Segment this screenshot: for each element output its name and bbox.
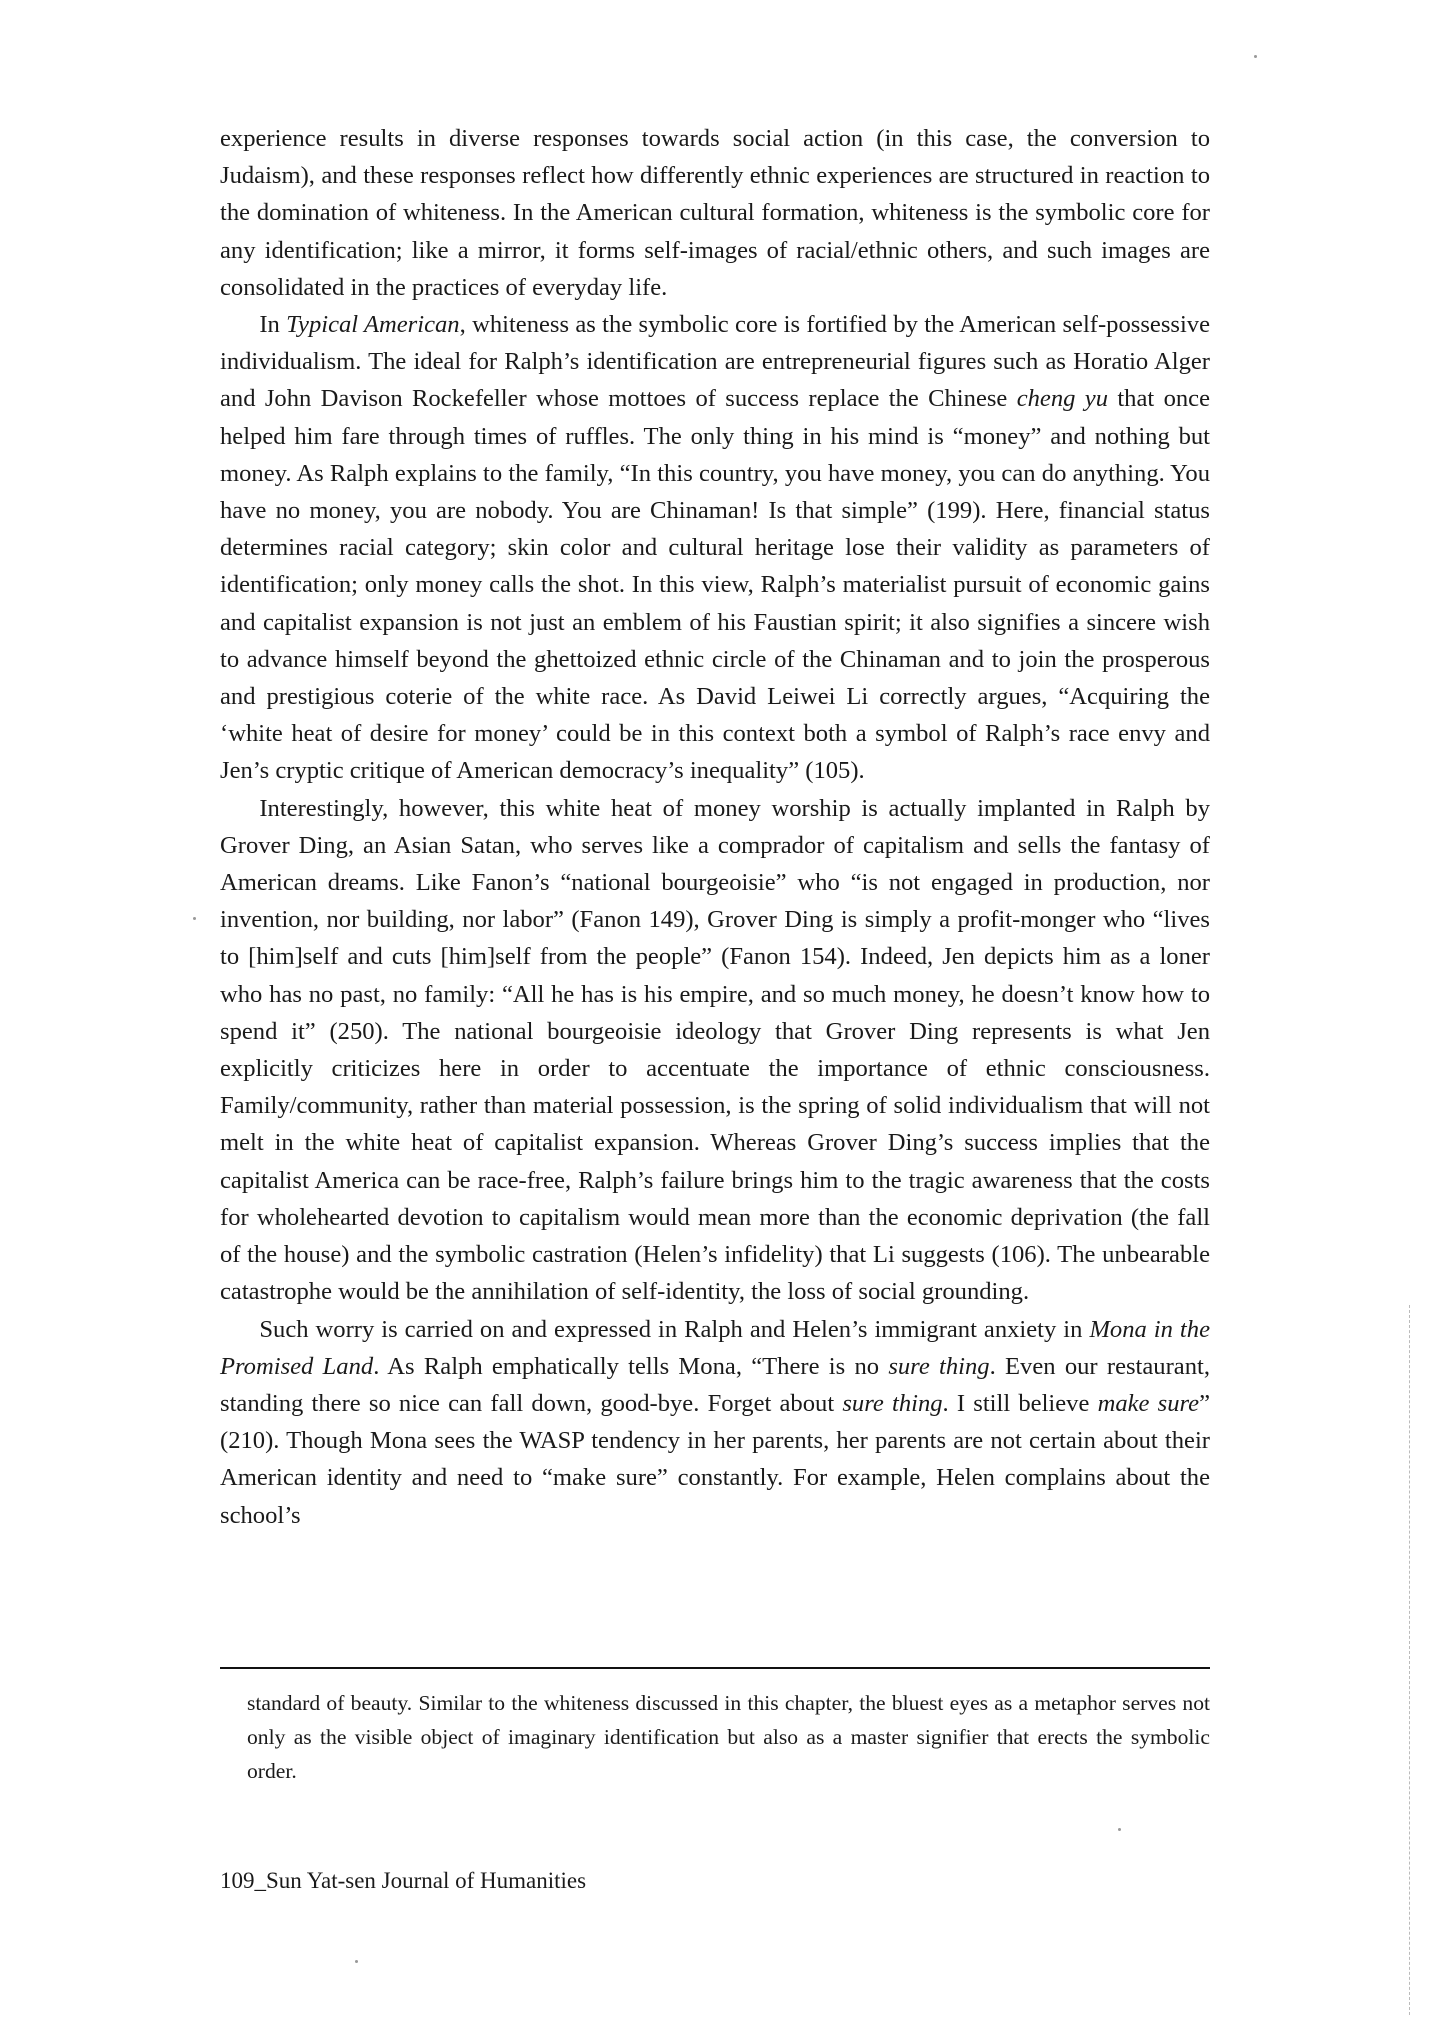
paragraph-4-text-b: . As Ralph emphatically tells Mona, “There is no <box>373 1352 889 1380</box>
paragraph-2-text-c: that once helped him fare through times of ruffles. The only thing in his mind is “money” and nothing but money. As Ralph explains to the family, “In this country, you have money, you can do anything. You have no money, you are nobody. You are Chinaman! Is that simple” (199). Here, financial status determines racial category; skin color and cultural heritage lose their validity as parameters of identification; only money calls the shot. In this view, Ralph’s materialist pursuit of economic gains and capitalist expansion is not just an emblem of his Faustian spirit; it also signifies a sincere wish to advance himself beyond the ghettoized ethnic circle of the Chinaman and to join the prosperous and prestigious coterie of the white race. As David Leiwei Li correctly argues, “Acquiring the ‘white heat of desire for money’ could be in this context both a symbol of Ralph’s race envy and Jen’s cryptic critique of American democracy’s inequality” (105). <box>220 385 1210 785</box>
paragraph-4-text-a: Such worry is carried on and expressed in Ralph and Helen’s immigrant anxiety in <box>259 1315 1090 1343</box>
footnote-divider <box>220 1667 1210 1669</box>
body-text <box>220 120 1210 1534</box>
paragraph-1 <box>220 120 1210 306</box>
term-cheng-yu: cheng yu <box>1016 385 1108 413</box>
paragraph-3-text: Interestingly, however, this white heat of money worship is actually implanted in Ralph by Grover Ding, an Asian Satan, who serves like a comprador of capitalism and sells the fantasy of American dreams. Like Fanon’s “national bourgeoisie” who “is not engaged in production, nor invention, nor building, nor labor” (Fanon 149), Grover Ding is simply a profit-monger who “lives to [him]self and cuts [him]self from the people” (Fanon 154). Indeed, Jen depicts him as a loner who has no past, no family: “All he has is his empire, and so much money, he doesn’t know how to spend it” (250). The national bourgeoisie ideology that Grover Ding represents is what Jen explicitly criticizes here in order to accentuate the importance of ethnic consciousness. Family/community, rather than material possession, is the spring of solid individualism that will not melt in the white heat of capitalist expansion. Whereas Grover Ding’s success implies that the capitalist America can be race-free, Ralph’s failure brings him to the tragic awareness that the costs for wholehearted devotion to capitalism would mean more than the economic deprivation (the fall of the house) and the symbolic castration (Helen’s infidelity) that Li suggests (106). The unbearable catastrophe would be the annihilation of self-identity, the loss of social grounding. <box>220 794 1210 1306</box>
scan-speck <box>1118 1828 1121 1831</box>
page-number-label: 109_Sun Yat-sen Journal of Humanities <box>220 1868 587 1893</box>
scan-edge-mark <box>1409 1305 1410 2015</box>
page-footer <box>220 1866 586 1896</box>
paragraph-2-text-a: In <box>259 311 287 339</box>
emphasis-sure-thing-2: sure thing <box>842 1389 943 1417</box>
emphasis-sure-thing-1: sure thing <box>888 1352 990 1380</box>
book-title-typical-american: Typical American <box>286 311 460 339</box>
scan-speck <box>1254 55 1257 58</box>
paragraph-1-text: experience results in diverse responses towards social action (in this case, the conversion to Judaism), and these responses reflect how differently ethnic experiences are structured in reaction to the domination of whiteness. In the American cultural formation, whiteness is the symbolic core for any identification; like a mirror, it forms self-images of racial/ethnic others, and such images are consolidated in the practices of everyday life. <box>220 125 1210 301</box>
book-title-mona: Mona in the Promised Land <box>220 1315 1210 1380</box>
paragraph-3 <box>220 790 1210 1311</box>
footnote <box>247 1686 1210 1788</box>
scan-speck <box>355 1960 358 1963</box>
scan-speck <box>193 917 196 920</box>
paragraph-4-text-e: ” (210). Though Mona sees the WASP tendency in her parents, her parents are not certain about their American identity and need to “make sure” constantly. For example, Helen complains about the school’s <box>220 1389 1211 1529</box>
paragraph-2-text-b: , whiteness as the symbolic core is fortified by the American self-possessive individualism. The ideal for Ralph’s identification are entrepreneurial figures such as Horatio Alger and John Davison Rockefeller whose mottoes of success replace the Chinese <box>220 311 1211 413</box>
footnote-text: standard of beauty. Similar to the whiteness discussed in this chapter, the bluest eyes as a metaphor serves not only as the visible object of imaginary identification but also as a master signifier that erects the symbolic order. <box>247 1691 1210 1783</box>
paragraph-4-text-c: . Even our restaurant, standing there so nice can fall down, good-bye. Forget about <box>220 1352 1210 1417</box>
emphasis-make-sure: make sure <box>1097 1389 1200 1417</box>
paragraph-4 <box>220 1311 1210 1534</box>
paragraph-2 <box>220 306 1210 790</box>
paragraph-4-text-d: . I still believe <box>942 1389 1098 1417</box>
